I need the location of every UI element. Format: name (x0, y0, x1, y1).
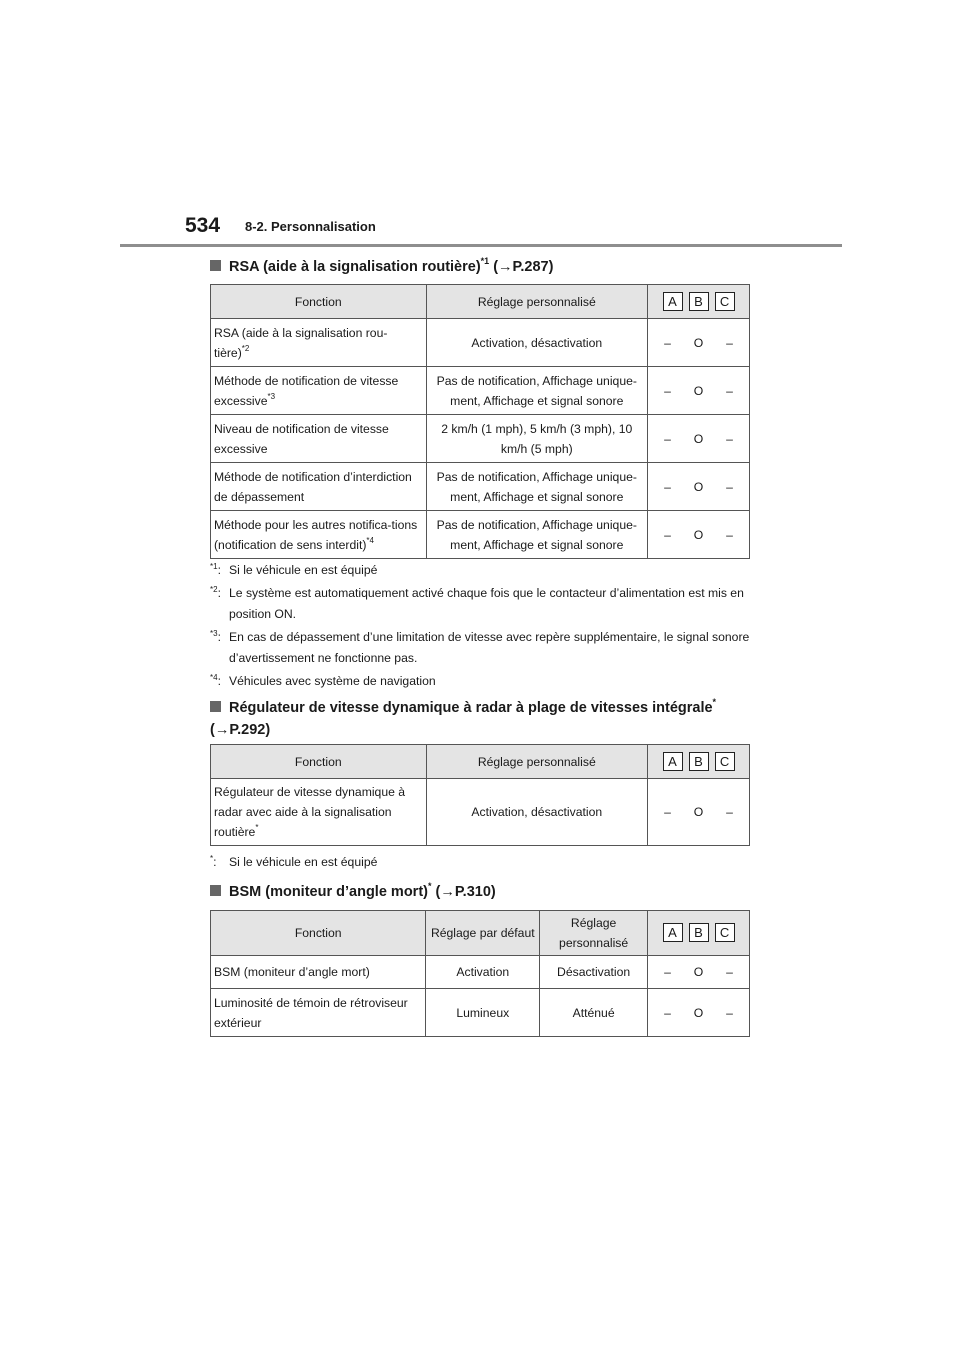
bullet-square-icon (210, 701, 221, 712)
setting-cell: Désactivation (540, 956, 648, 989)
setting-cell: Pas de notification, Affichage unique-ment, Affichage et signal sonore (426, 367, 648, 415)
column-header-setting: Réglage personnalisé (426, 285, 648, 319)
abc-value-c: – (726, 335, 733, 350)
abc-cell (648, 956, 750, 989)
rsa-page-ref[interactable]: (→P.287) (493, 259, 554, 275)
acc-page-ref[interactable]: (→P.292) (210, 722, 271, 738)
function-cell: Méthode de notification de vitesse excessive$^{*3}$ (211, 367, 427, 415)
setting-cell: 2 km/h (1 mph), 5 km/h (3 mph), 10 km/h (5 mph) (426, 415, 648, 463)
column-header-function: Fonction (211, 745, 427, 779)
bullet-square-icon (210, 260, 221, 271)
abc-value-b: O (693, 965, 704, 979)
abc-value-b: O (693, 805, 704, 819)
footnote-marker: $^{*3}$: (210, 629, 221, 644)
abc-box-b: B (689, 923, 709, 942)
abc-value-c: – (726, 431, 733, 446)
abc-box-c: C (715, 292, 735, 311)
section-title: 8-2. Personnalisation (245, 219, 376, 234)
abc-box-b: B (689, 292, 709, 311)
function-cell: RSA (aide à la signalisation rou-tière)$^{*2}$ (211, 319, 427, 367)
abc-value-a: – (664, 479, 671, 494)
abc-value-a: – (664, 335, 671, 350)
table-row (211, 415, 750, 463)
abc-value-a: – (664, 383, 671, 398)
footnote (210, 671, 750, 692)
footnote-text: Si le véhicule en est équipé (229, 563, 378, 577)
function-cell: Régulateur de vitesse dynamique à radar avec aide à la signalisation routière* (211, 779, 427, 846)
footnote (210, 852, 750, 873)
abc-cell (648, 989, 750, 1037)
footnote (210, 583, 750, 625)
setting-cell: Activation, désactivation (426, 779, 648, 846)
column-header-function: Fonction (211, 285, 427, 319)
abc-value-c: – (726, 1005, 733, 1020)
abc-value-a: – (664, 805, 671, 819)
table-header-row (211, 745, 750, 779)
table-row (211, 463, 750, 511)
abc-cell (648, 367, 750, 415)
abc-box-a: A (663, 292, 683, 311)
setting-cell: Atténué (540, 989, 648, 1037)
table-row (211, 989, 750, 1037)
page-number: 534 (185, 214, 221, 237)
rsa-heading: RSA (aide à la signalisation routière)$^{*1}$ (→P.287) (210, 256, 553, 278)
abc-value-a: – (664, 1005, 671, 1020)
default-cell: Activation (426, 956, 540, 989)
column-header-setting: Réglage personnalisé (426, 745, 648, 779)
abc-cell (648, 415, 750, 463)
rsa-table (210, 284, 750, 559)
footnote-text: Si le véhicule en est équipé (229, 855, 378, 869)
acc-footnotes (210, 852, 750, 875)
abc-value-b: O (693, 383, 704, 398)
abc-value-c: – (726, 383, 733, 398)
footnote-text: En cas de dépassement d’une limitation de vitesse avec repère supplémentaire, le signal sonore d’avertissement ne fonctionne pas. (229, 630, 750, 665)
function-cell: Luminosité de témoin de rétroviseur extérieur (211, 989, 426, 1037)
abc-value-c: – (726, 965, 733, 979)
function-cell: BSM (moniteur d’angle mort) (211, 956, 426, 989)
function-cell: Méthode de notification d’interdiction de dépassement (211, 463, 427, 511)
column-header-abc (648, 745, 750, 779)
column-header-abc (648, 911, 750, 956)
abc-value-b: O (693, 527, 704, 542)
abc-box-a: A (663, 752, 683, 771)
abc-cell (648, 463, 750, 511)
rsa-footnotes (210, 560, 750, 694)
abc-value-c: – (726, 805, 733, 819)
footnote-marker: $^{*2}$: (210, 585, 221, 600)
footnote-text: Le système est automatiquement activé chaque fois que le contacteur d’alimentation est mis en position ON. (229, 586, 744, 621)
footnote-text: Véhicules avec système de navigation (229, 674, 436, 688)
abc-value-b: O (693, 335, 704, 350)
footnote (210, 627, 750, 669)
abc-box-b: B (689, 752, 709, 771)
footnote-marker: $^{*4}$: (210, 673, 221, 688)
abc-value-b: O (693, 1005, 704, 1020)
abc-value-c: – (726, 479, 733, 494)
default-cell: Lumineux (426, 989, 540, 1037)
abc-value-b: O (693, 479, 704, 494)
footnote (210, 560, 750, 581)
acc-heading: Régulateur de vitesse dynamique à radar à plage de vitesses intégrale* (→P.292) (210, 697, 716, 741)
abc-cell (648, 511, 750, 559)
acc-table (210, 744, 750, 846)
header-divider (120, 244, 842, 247)
bsm-heading: BSM (moniteur d’angle mort)* (→P.310) (210, 881, 496, 903)
table-row (211, 367, 750, 415)
abc-box-c: C (715, 752, 735, 771)
footnote-marker: *: (210, 854, 217, 869)
bsm-table (210, 910, 750, 1037)
abc-cell (648, 319, 750, 367)
column-header-function: Fonction (211, 911, 426, 956)
table-row (211, 511, 750, 559)
abc-box-a: A (663, 923, 683, 942)
abc-cell (648, 779, 750, 846)
table-row (211, 319, 750, 367)
footnote-marker: $^{*1}$: (210, 562, 221, 577)
setting-cell: Activation, désactivation (426, 319, 648, 367)
abc-box-c: C (715, 923, 735, 942)
abc-value-a: – (664, 527, 671, 542)
table-header-row (211, 285, 750, 319)
bsm-page-ref[interactable]: (→P.310) (435, 884, 496, 900)
abc-value-c: – (726, 527, 733, 542)
abc-value-b: O (693, 431, 704, 446)
function-cell: Méthode pour les autres notifica-tions (notification de sens interdit)$^{*4}$ (211, 511, 427, 559)
bullet-square-icon (210, 885, 221, 896)
column-header-default: Réglage par défaut (426, 911, 540, 956)
table-header-row (211, 911, 750, 956)
setting-cell: Pas de notification, Affichage unique-ment, Affichage et signal sonore (426, 511, 648, 559)
setting-cell: Pas de notification, Affichage unique-ment, Affichage et signal sonore (426, 463, 648, 511)
table-row (211, 779, 750, 846)
abc-value-a: – (664, 965, 671, 979)
table-row (211, 956, 750, 989)
column-header-abc (648, 285, 750, 319)
abc-value-a: – (664, 431, 671, 446)
column-header-setting: Réglage personnalisé (540, 911, 648, 956)
function-cell: Niveau de notification de vitesse excessive (211, 415, 427, 463)
